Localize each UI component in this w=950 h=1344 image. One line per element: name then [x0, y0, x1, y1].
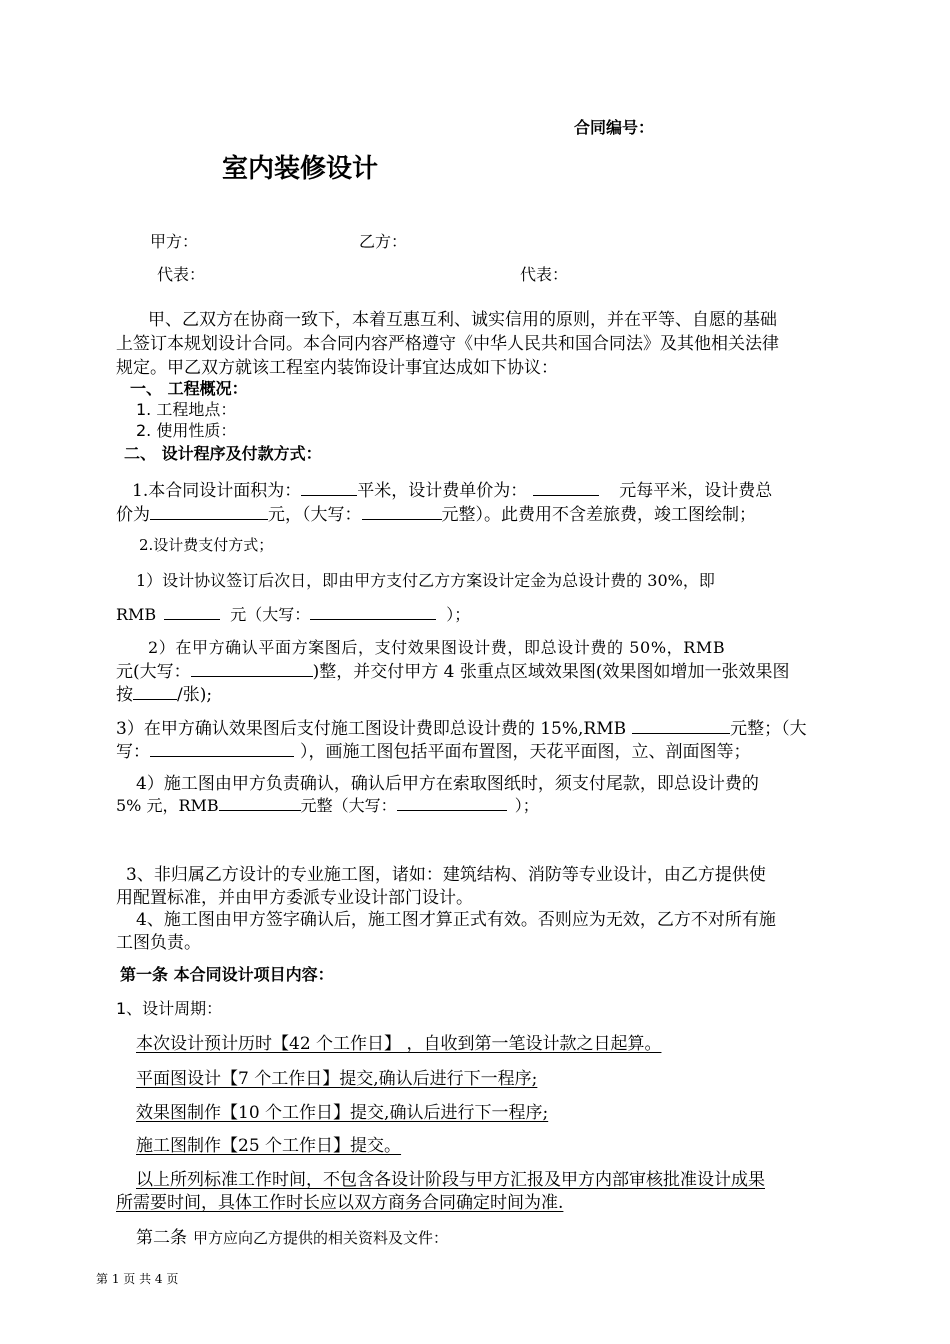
intro-line-3: 规定。甲乙双方就该工程室内装饰设计事宜达成如下协议： — [116, 358, 558, 378]
payment-2-caps-blank — [191, 659, 313, 677]
party-b-rep-label: 代表： — [520, 265, 569, 284]
total-fee-caps-text: 元，（大写： — [268, 505, 362, 525]
payment-1-rmb: RMB — [116, 605, 157, 624]
payment-4-line-2 — [116, 793, 539, 816]
payment-1-line-2 — [116, 602, 470, 625]
payment-4-amount-blank — [219, 794, 301, 811]
total-fee-note: 元整）。此费用不含差旅费，竣工图绘制； — [441, 505, 756, 525]
payment-2-line-3 — [116, 680, 212, 705]
clause-4-line-2: 工图负责。 — [116, 933, 201, 953]
unit-price-blank — [533, 478, 599, 496]
payment-3-line-2 — [116, 737, 751, 762]
payment-2-line-1: 2）在甲方确认平面方案图后，支付效果图设计费，即总设计费的 50%，RMB — [148, 638, 726, 657]
payment-2-per-text: 按 — [116, 685, 133, 705]
section-1-item-usage: 2. 使用性质： — [136, 421, 237, 440]
payment-1-line-1: 1）设计协议签订后次日，即由甲方支付乙方方案设计定金为总设计费的 30%，即 — [136, 571, 715, 590]
intro-line-2: 上签订本规划设计合同。本合同内容严格遵守《中华人民共和国合同法》及其他相关法律 — [116, 334, 779, 354]
payment-4-rmb-text: 5% 元，RMB — [116, 796, 219, 815]
unit-price-suffix: 元每平米，设计费总 — [619, 481, 773, 501]
payment-2-per-unit: /张); — [177, 685, 213, 705]
payment-3-suffix: 元整；（大 — [730, 719, 807, 739]
payment-3-caps-text: 写： — [116, 742, 150, 762]
party-a-rep-label: 代表： — [157, 265, 206, 284]
payment-3-text: 3）在甲方确认效果图后支付施工图设计费即总设计费的 15%,RMB — [116, 719, 627, 739]
payment-3-line-1 — [116, 714, 807, 739]
page-number: 第 1 页 共 4 页 — [96, 1272, 179, 1286]
intro-line-1: 甲、乙双方在协商一致下，本着互惠互利、诚实信用的原则，并在平等、自愿的基础 — [148, 310, 777, 330]
article-2-text: 甲方应向乙方提供的相关资料及文件： — [193, 1229, 449, 1247]
party-b-label: 乙方： — [359, 232, 408, 251]
article-2-label: 第二条 — [136, 1228, 187, 1248]
cycle-note-line-2: 所需要时间，具体工作时长应以双方商务合同确定时间为准. — [116, 1193, 564, 1213]
article-1-heading: 第一条 本合同设计项目内容： — [120, 965, 334, 984]
area-blank — [301, 478, 357, 496]
page-title: 室内装修设计 — [222, 154, 379, 184]
total-fee-caps-blank — [362, 502, 442, 520]
payment-1-caps-text: 元（大写： — [230, 605, 311, 624]
payment-3-caps-blank — [150, 739, 294, 757]
clause-3-line-2: 用配置标准，并由甲方委派专业设计部门设计。 — [116, 888, 473, 908]
payment-1-caps-blank — [310, 603, 436, 620]
payment-4-caps-text: 元整（大写： — [300, 796, 397, 815]
section-1-item-location: 1. 工程地点： — [136, 400, 237, 419]
payment-2-deliver-text: )整，并交付甲方 4 张重点区域效果图(效果图如增加一张效果图 — [312, 662, 790, 682]
design-cycle-label: 1、设计周期： — [116, 999, 223, 1018]
design-area-line — [132, 476, 772, 501]
payment-4-caps-blank — [397, 794, 507, 811]
payment-1-amount-blank — [164, 603, 220, 620]
payment-2-line-2 — [116, 657, 790, 682]
payment-4-close: ）； — [514, 796, 539, 815]
party-a-label: 甲方： — [150, 232, 199, 251]
cycle-construction-line: 施工图制作【25 个工作日】提交。 — [136, 1136, 402, 1156]
section-2-heading: 二、 设计程序及付款方式： — [124, 444, 322, 463]
clause-4-line-1: 4、施工图由甲方签字确认后，施工图才算正式有效。否则应为无效，乙方不对所有施 — [136, 910, 776, 930]
payment-2-caps-text: 元(大写： — [116, 662, 191, 682]
total-fee-blank — [150, 502, 268, 520]
cycle-note-line-1: 以上所列标准工作时间，不包含各设计阶段与甲方汇报及甲方内部审核批准设计成果 — [136, 1170, 765, 1190]
cycle-total-line: 本次设计预计历时【42 个工作日】 ，自收到第一笔设计款之日起算。 — [136, 1034, 662, 1054]
section-1-heading: 一、 工程概况： — [130, 379, 248, 398]
payment-3-drawings-text: ），画施工图包括平面布置图，天花平面图，立、剖面图等； — [300, 742, 751, 762]
total-fee-line — [116, 500, 756, 525]
payment-4-line-1: 4）施工图由甲方负责确认，确认后甲方在索取图纸时，须支付尾款，即总设计费的 — [136, 774, 759, 794]
payment-1-close: ）； — [446, 605, 471, 624]
design-area-text: 1.本合同设计面积为： — [132, 481, 302, 501]
clause-3-line-1: 3、非归属乙方设计的专业施工图，诸如：建筑结构、消防等专业设计，由乙方提供使 — [126, 865, 766, 885]
cycle-floorplan-line: 平面图设计【7 个工作日】提交,确认后进行下一程序; — [136, 1069, 538, 1089]
article-2-line — [136, 1223, 448, 1248]
cycle-rendering-line: 效果图制作【10 个工作日】提交,确认后进行下一程序; — [136, 1103, 549, 1123]
total-fee-prefix: 价为 — [116, 505, 150, 525]
unit-price-text: 平米，设计费单价为： — [357, 481, 528, 501]
payment-2-per-blank — [133, 682, 177, 700]
contract-number-label: 合同编号： — [574, 118, 655, 137]
payment-3-amount-blank — [632, 716, 730, 734]
payment-method-heading: 2.设计费支付方式； — [139, 536, 274, 554]
